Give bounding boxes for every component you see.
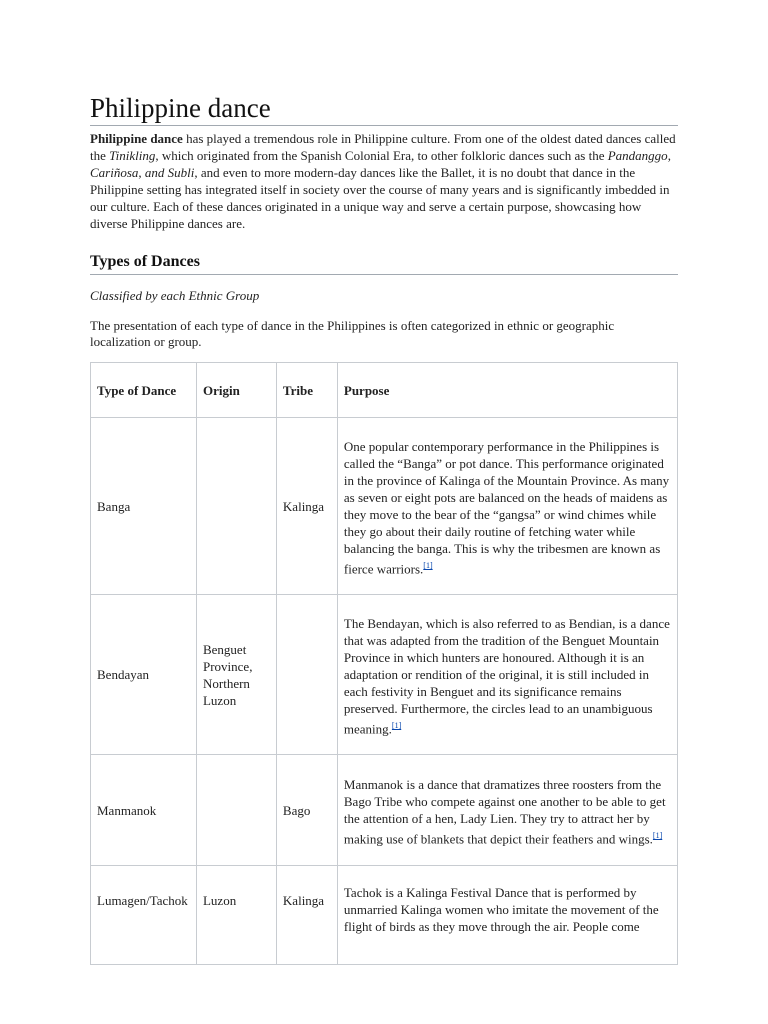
- cell-dance: Manmanok: [91, 755, 197, 866]
- intro-italic-tinikling: Tinikling: [109, 148, 156, 163]
- citation-link[interactable]: [1]: [391, 721, 402, 731]
- header-type: Type of Dance: [91, 363, 197, 418]
- citation-link[interactable]: [1]: [423, 561, 433, 571]
- header-origin: Origin: [196, 363, 276, 418]
- citation-link[interactable]: [1]: [652, 831, 663, 841]
- cell-tribe: Kalinga: [276, 866, 337, 965]
- cell-tribe: [276, 595, 337, 755]
- cell-purpose: [337, 418, 677, 595]
- table-row: [91, 418, 678, 595]
- cell-dance: Banga: [91, 418, 197, 595]
- cell-purpose: [337, 755, 677, 866]
- cell-tribe: Bago: [276, 755, 337, 866]
- intro-text: ,: [138, 165, 145, 180]
- cell-origin: [196, 418, 276, 595]
- article: [90, 92, 678, 350]
- cell-origin: [196, 755, 276, 866]
- header-purpose: Purpose: [337, 363, 677, 418]
- intro-italic-carinosa: Cariñosa: [90, 165, 139, 180]
- intro-italic-subli: and Subli: [144, 165, 195, 180]
- cell-dance: Bendayan: [91, 595, 197, 755]
- cell-dance: Lumagen/Tachok: [91, 866, 197, 965]
- table-row: [91, 866, 678, 965]
- intro-text: ,: [667, 148, 671, 163]
- cell-tribe: Kalinga: [276, 418, 337, 595]
- table-row: [91, 755, 678, 866]
- intro-italic-pandanggo: Pandanggo: [607, 148, 668, 163]
- cell-purpose: [337, 595, 677, 755]
- intro-paragraph: [90, 130, 678, 232]
- purpose-text: The Bendayan, which is also referred to as Bendian, is a dance that was adapted from the tradition of the Benguet Mountain Province in which hunters are honoured. Although it is an adaptation or rendition of the original, it is still included in each festivity in Benguet and its significance remains preserved. Furthermore, the circles lead to an unambiguous meaning.: [343, 616, 670, 737]
- purpose-text: Manmanok is a dance that dramatizes three roosters from the Bago Tribe who compete against one another to be able to get the attention of a hen, Lady Lien. They try to attract her by making use of blankets that depict their feathers and wings.: [343, 777, 666, 847]
- header-tribe: Tribe: [276, 363, 337, 418]
- table-row: [91, 595, 678, 755]
- purpose-text: One popular contemporary performance in the Philippines is called the “Banga” or pot dance. This performance originated in the province of Kalinga of the Mountain Province. As many as seven or eight pots are balanced on the heads of maidens as they move to the bear of the “gangsa” or wind chimes while they go about their daily routine of fetching water while balancing the banga. This is why the tribesmen are known as fierce warriors.: [343, 439, 670, 577]
- intro-text: has played a tremendous role in Philippine culture. From one of the oldest dated dances called the: [90, 131, 676, 163]
- cell-origin: Luzon: [196, 866, 276, 965]
- table-header-row: [91, 363, 678, 418]
- section-heading: Types of Dances: [90, 252, 678, 275]
- intro-text: , which originated from the Spanish Colonial Era, to other folkloric dances such as the: [155, 148, 608, 163]
- intro-text: , and even to more modern-day dances like the Ballet, it is no doubt that dance in the Philippine setting has integrated itself in society over the course of many years and is significantly imbedded in our culture. Each of these dances originated in a unique way and serve a certain purpose, showcasing how diverse Philippine dances are.: [90, 165, 670, 231]
- cell-purpose: Tachok is a Kalinga Festival Dance that is performed by unmarried Kalinga women who imitate the movement of the flight of birds as they move through the air. People come: [337, 866, 677, 965]
- section-paragraph: The presentation of each type of dance in the Philippines is often categorized in ethnic or geographic localization or group.: [90, 318, 615, 349]
- cell-origin: Benguet Province, Northern Luzon: [196, 595, 276, 755]
- intro-lead: Philippine dance: [90, 131, 183, 146]
- dance-table: [90, 362, 678, 965]
- subsection-heading: Classified by each Ethnic Group: [90, 288, 260, 303]
- page-title: Philippine dance: [90, 92, 678, 126]
